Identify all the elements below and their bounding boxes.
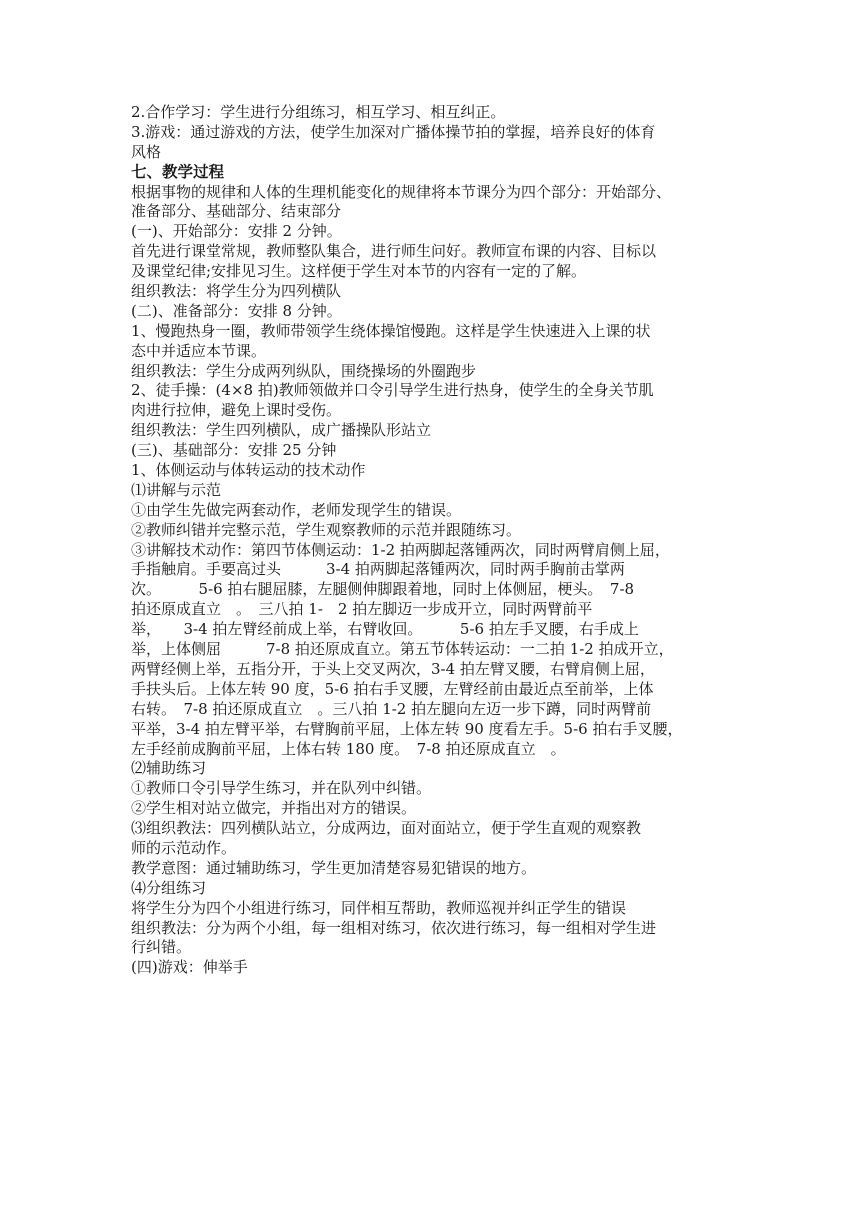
document-page <box>131 103 741 978</box>
text-line: 行纠错。 <box>131 938 192 957</box>
text-line: 及课堂纪律;安排见习生。这样便于学生对本节的内容有一定的了解。 <box>131 262 587 281</box>
text-line: 1、慢跑热身一圈，教师带领学生绕体操馆慢跑。这样是学生快速进入上课的状 <box>131 321 651 340</box>
text-line: 2.合作学习：学生进行分组练习，相互学习、相互纠正。 <box>131 103 506 121</box>
text-line: 根据事物的规律和人体的生理机能变化的规律将本节课分为四个部分：开始部分、 <box>131 182 672 201</box>
text-line: 组织教法：学生分成两列纵队，围绕操场的外圈跑步 <box>131 361 477 380</box>
text-line: 教学意图：通过辅助练习，学生更加清楚容易犯错误的地方。 <box>131 858 537 877</box>
text-line: 1、体侧运动与体转运动的技术动作 <box>131 461 366 480</box>
text-line: 师的示范动作。 <box>131 838 237 857</box>
text-line: 准备部分、基础部分、结束部分 <box>131 202 342 221</box>
text-line: 组织教法：将学生分为四列横队 <box>131 282 342 301</box>
text-line: 组织教法：学生四列横队，成广播操队形站立 <box>131 421 432 440</box>
text-line: ②教师纠错并完整示范，学生观察教师的示范并跟随练习。 <box>131 520 522 539</box>
text-line: ⑴讲解与示范 <box>131 480 222 499</box>
text-line: 首先进行课堂常规，教师整队集合，进行师生问好。教师宣布课的内容、目标以 <box>131 242 657 261</box>
text-line: ③讲解技术动作：第四节体侧运动：1-2 拍两脚起落锺两次，同时两臂肩侧上屈， <box>131 540 670 559</box>
text-line: ⑵辅助练习 <box>131 759 207 778</box>
text-line: ⑷分组练习 <box>131 878 207 897</box>
text-line: 两臂经侧上举，五指分开，于头上交叉两次，3-4 拍左臂叉腰，右臂肩侧上屈， <box>131 659 655 678</box>
text-line: 肉进行拉伸，避免上课时受伤。 <box>131 401 342 420</box>
text-line: 次。 5-6 拍右腿屈膝，左腿侧伸脚跟着地，同时上体侧屈，梗头。 7-8 <box>131 580 635 599</box>
text-line: 平举，3-4 拍左臂平举，右臂胸前平屈，上体左转 90 度看左手。5-6 拍右手叉腰， <box>131 719 683 738</box>
text-line: 手扶头后。上体左转 90 度，5-6 拍右手叉腰，左臂经前由最近点至前举，上体 <box>131 679 654 698</box>
text-line: 将学生分为四个小组进行练习，同伴相互帮助，教师巡视并纠正学生的错误 <box>131 898 627 917</box>
text-line: 态中并适应本节课。 <box>131 341 267 360</box>
text-line: 手指触肩。手要高过头 3-4 拍两脚起落锺两次，同时两手胸前击掌两 <box>131 560 625 579</box>
text-line: (三)、基础部分：安排 25 分钟 <box>131 441 337 460</box>
text-line: 举， 3-4 拍左臂经前成上举，右臂收回。 5-6 拍左手叉腰，右手成上 <box>131 620 639 639</box>
text-line: (二)、准备部分：安排 8 分钟。 <box>131 301 342 320</box>
text-line: (一)、开始部分：安排 2 分钟。 <box>131 222 342 241</box>
text-line: ⑶组织教法：四列横队站立，分成两边，面对面站立，便于学生直观的观察教 <box>131 819 642 838</box>
text-line: (四)游戏：伸举手 <box>131 958 248 977</box>
text-line: 拍还原成直立 。 三八拍 1- 2 拍左脚迈一步成开立，同时两臂前平 <box>131 600 593 619</box>
section-heading: 七、教学过程 <box>131 162 225 181</box>
text-line: ①教师口令引导学生练习，并在队列中纠错。 <box>131 779 432 798</box>
text-line: 3.游戏：通过游戏的方法，使学生加深对广播体操节拍的掌握，培养良好的体育 <box>131 122 656 141</box>
text-line: ②学生相对站立做完，并指出对方的错误。 <box>131 799 417 818</box>
text-line: 举，上体侧屈 7-8 拍还原成直立。第五节体转运动：一二拍 1-2 拍成开立， <box>131 640 674 659</box>
text-line: 左手经前成胸前平屈，上体右转 180 度。 7-8 拍还原成直立 。 <box>131 739 566 758</box>
text-line: 风格 <box>131 142 162 161</box>
text-line: 右转。 7-8 拍还原成直立 。三八拍 1-2 拍左腿向左迈一步下蹲，同时两臂前 <box>131 699 652 718</box>
text-line: ①由学生先做完两套动作，老师发现学生的错误。 <box>131 500 462 519</box>
text-line: 组织教法：分为两个小组，每一组相对练习，依次进行练习，每一组相对学生进 <box>131 918 657 937</box>
text-line: 2、徒手操：(4×8 拍)教师领做并口令引导学生进行热身，使学生的全身关节肌 <box>131 381 654 400</box>
